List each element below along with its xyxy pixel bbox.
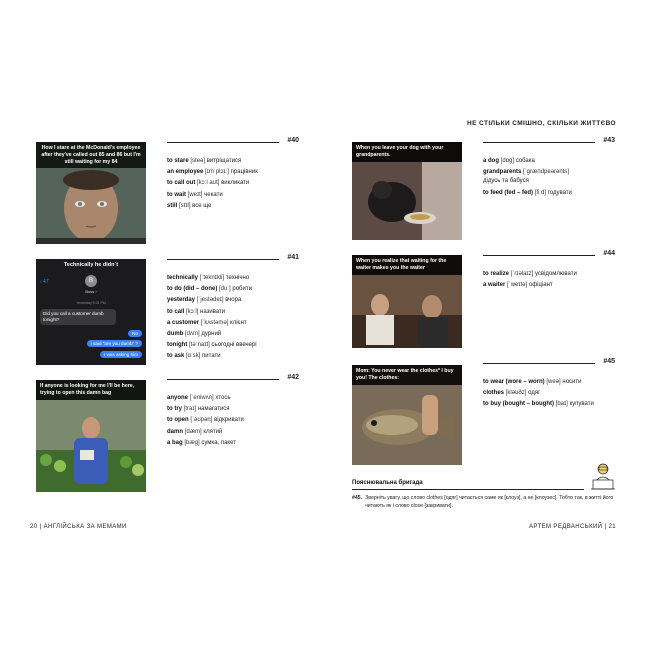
chat-avatar: B	[85, 275, 97, 287]
meme-43-image	[352, 142, 462, 240]
vocab-english: to try	[167, 406, 182, 413]
entry-number: #44	[603, 250, 615, 257]
entry-header	[483, 250, 615, 260]
meme-45-caption: Mom: You never wear the clothes* I buy you! The clothes:	[352, 365, 462, 385]
entry-header	[167, 137, 299, 147]
vocab-english: to stare	[167, 158, 189, 164]
vocab-translation: клятий	[203, 428, 223, 435]
chat-contact-name: Boss ›	[85, 289, 97, 294]
vocab-word	[483, 269, 615, 280]
vocab-english: to call	[167, 308, 185, 315]
vocab-translation: сумка, пакет	[201, 439, 237, 446]
vocab-translation: дурний	[201, 331, 222, 338]
vocab-word	[483, 280, 615, 291]
vocab-translation: вчора	[225, 297, 242, 304]
vocab-transcription: [duː]	[219, 286, 231, 293]
vocab-english: tonight	[167, 342, 188, 349]
vocab-translation: чекати	[204, 191, 223, 198]
vocab-transcription: [təˈnaɪt]	[189, 342, 210, 349]
meme-42-image	[36, 380, 146, 492]
vocab-english: to ask	[167, 353, 185, 360]
vocab-transcription: [dɒg]	[500, 158, 515, 164]
vocab-word	[167, 404, 299, 415]
entry-41	[167, 254, 299, 363]
vocab-english: yesterday	[167, 297, 196, 304]
entry-rule	[167, 259, 279, 260]
vocab-word	[167, 156, 299, 167]
vocab-word	[167, 167, 299, 178]
vocab-word	[167, 351, 299, 362]
vocab-translation: носити	[562, 379, 582, 385]
vocab-translation-wrapped: дідусь та бабуся	[483, 178, 529, 185]
vocab-transcription: [kləʊðz]	[505, 390, 527, 397]
vocab-translation: одяг	[528, 390, 541, 397]
vocab-word	[167, 307, 299, 318]
meme-45-image	[352, 365, 462, 465]
vocab-translation: намагатися	[197, 406, 230, 413]
vocab-word	[483, 399, 615, 410]
note-body: Зверніть увагу, що слово clothes [одяг] читається саме як [клоуз], а не [клоузес]. Тобто так, в житті його читають як і слово close [закривати].	[365, 495, 614, 509]
vocab-english: to do (did – done)	[167, 286, 218, 293]
vocab-word	[167, 340, 299, 351]
note-text	[352, 494, 642, 510]
vocab-transcription: [traɪ]	[183, 406, 197, 413]
vocab-english: to buy (bought – bought)	[483, 401, 554, 408]
vocab-translation: викликати	[221, 180, 250, 187]
vocab-english: an employee	[167, 169, 204, 176]
vocab-translation: сьогодні ввечері	[211, 342, 257, 349]
vocab-transcription: [ˈkʌstəmə]	[200, 319, 229, 326]
entry-header	[483, 137, 615, 147]
vocab-english: a bag	[167, 439, 183, 446]
meme-44-image	[352, 255, 462, 348]
vocab-translation: купувати	[569, 401, 594, 408]
entry-rule	[167, 142, 279, 143]
vocab-translation: питати	[202, 353, 221, 360]
vocab-transcription: [ˈrɪəlaɪz]	[510, 271, 534, 277]
vocab-english: still	[167, 202, 178, 209]
vocab-translation: клієнт	[230, 319, 247, 326]
vocab-word	[167, 415, 299, 426]
vocab-english: damn	[167, 428, 184, 435]
entry-header	[167, 374, 299, 384]
vocab-english: dumb	[167, 331, 184, 338]
footer-left: 20 | АНГЛІЙСЬКА ЗА МЕМАМИ	[30, 524, 127, 530]
meme-42-caption: If anyone is looking for me I'll be here, trying to open this damn bag	[36, 380, 146, 400]
vocab-english: a waiter	[483, 282, 506, 289]
vocab-transcription: [ˈgrændpeərənts]	[523, 169, 570, 176]
vocab-english: a customer	[167, 319, 200, 326]
vocab-transcription: [ˈjestədeɪ]	[196, 297, 224, 304]
vocab-transcription: [steə]	[190, 158, 206, 164]
chat-timestamp: Yesterday 5:24 PM	[76, 301, 106, 305]
vocab-english: clothes	[483, 390, 505, 397]
vocab-transcription: [fiːd]	[534, 190, 547, 197]
vocab-transcription: [baɪ]	[555, 401, 568, 408]
vocab-word	[167, 329, 299, 340]
meme-44-caption: When you realize that waiting for the waiter makes you the waiter	[352, 255, 462, 275]
vocab-translation: відкривати	[214, 417, 244, 424]
vocab-transcription: [bæg]	[184, 439, 200, 446]
note-number: #45.	[352, 495, 363, 501]
entry-44	[483, 250, 615, 291]
vocab-translation: все ще	[192, 202, 212, 209]
vocab-english: to wait	[167, 191, 186, 198]
vocab-word	[167, 393, 299, 404]
vocab-translation: технічно	[225, 275, 250, 281]
vocab-english: to realize	[483, 271, 510, 277]
entry-rule	[483, 142, 595, 143]
entry-rule	[167, 379, 279, 380]
chat-bubble-outgoing-3: I was asking him	[100, 351, 142, 358]
meme-43-caption: When you leave your dog with your grandparents.	[352, 142, 462, 162]
vocab-translation: називати	[200, 308, 226, 315]
meme-40-image	[36, 142, 146, 244]
entry-rule	[483, 255, 595, 256]
vocab-transcription: [weə]	[546, 379, 561, 385]
vocab-transcription: [stɪl]	[179, 202, 191, 209]
vocab-translation: годувати	[547, 190, 572, 197]
vocab-word	[483, 188, 615, 199]
note-divider	[352, 489, 584, 490]
vocab-transcription: [ɪmˈplɔɪː]	[205, 169, 229, 176]
vocab-english: to feed (fed – fed)	[483, 190, 534, 197]
note-title: Пояснювальна бригада	[352, 480, 423, 486]
vocab-word	[167, 201, 299, 212]
vocab-english: anyone	[167, 395, 189, 401]
entry-number: #43	[603, 137, 615, 144]
entry-40	[167, 137, 299, 212]
vocab-transcription: [ɑːsk]	[186, 353, 201, 360]
vocab-translation: витріщатися	[206, 158, 242, 164]
chat-bubble-outgoing-2: I said "are you dumb" ?	[87, 340, 142, 347]
vocab-transcription: [ˈeniwʌn]	[189, 395, 214, 401]
vocab-word	[167, 284, 299, 295]
vocab-translation: хтось	[215, 395, 231, 401]
entry-42	[167, 374, 299, 449]
vocab-transcription: [ˈəʊpən]	[190, 417, 213, 424]
vocab-word	[483, 388, 615, 399]
vocab-word	[483, 156, 615, 167]
vocab-translation: усвідомлювати	[534, 271, 577, 277]
mascot-laptop-icon	[589, 462, 617, 492]
vocab-word	[167, 273, 299, 284]
vocab-translation: працівник	[230, 169, 258, 176]
vocab-word	[167, 178, 299, 189]
entry-rule	[483, 363, 595, 364]
chat-bubble-outgoing-1: No	[128, 330, 142, 337]
vocab-transcription: [dʌm]	[185, 331, 200, 338]
vocab-english: a dog	[483, 158, 499, 164]
vocab-transcription: [ˈteknɪkli]	[199, 275, 225, 281]
meme-41-image	[36, 259, 146, 365]
vocab-word	[167, 318, 299, 329]
vocab-word	[167, 190, 299, 201]
vocab-transcription: [ˈweɪtə]	[507, 282, 528, 289]
chat-bubble-incoming: Did you call a customer dumb tonight?	[40, 309, 116, 325]
meme-40-caption: How I stare at the McDonald's employee after they've called out 85 and 86 but I'm still waiting for my 84	[36, 142, 146, 168]
vocab-translation: собака	[515, 158, 535, 164]
entry-number: #45	[603, 358, 615, 365]
entry-45	[483, 358, 615, 411]
running-head: НЕ СТІЛЬКИ СМІШНО, СКІЛЬКИ ЖИТТЄВО	[467, 120, 616, 127]
vocab-translation: робити	[232, 286, 252, 293]
vocab-word	[167, 438, 299, 449]
entry-number: #41	[287, 254, 299, 261]
vocab-transcription: [kɔːl aʊt]	[197, 180, 220, 187]
entry-header	[167, 254, 299, 264]
vocab-transcription: [dæm]	[184, 428, 202, 435]
vocab-word	[167, 427, 299, 438]
vocab-word	[167, 295, 299, 306]
entry-number: #40	[287, 137, 299, 144]
vocab-english: to open	[167, 417, 189, 424]
vocab-english: grandparents	[483, 169, 522, 176]
entry-43	[483, 137, 615, 200]
vocab-transcription: [weɪt]	[187, 191, 203, 198]
vocab-word	[483, 167, 615, 185]
vocab-word	[483, 377, 615, 388]
footer-right: АРТЕМ РЕДВАНСЬКИЙ | 21	[528, 524, 616, 530]
vocab-english: technically	[167, 275, 199, 281]
vocab-translation: офіціант	[528, 282, 553, 289]
entry-header	[483, 358, 615, 368]
vocab-english: to call out	[167, 180, 196, 187]
chat-back-icon: ‹ 47	[40, 279, 49, 285]
meme-41-header: Technically he didn´t	[63, 262, 119, 268]
entry-number: #42	[287, 374, 299, 381]
vocab-english: to wear (wore – worn)	[483, 379, 545, 385]
vocab-transcription: [kɔːl]	[186, 308, 199, 315]
